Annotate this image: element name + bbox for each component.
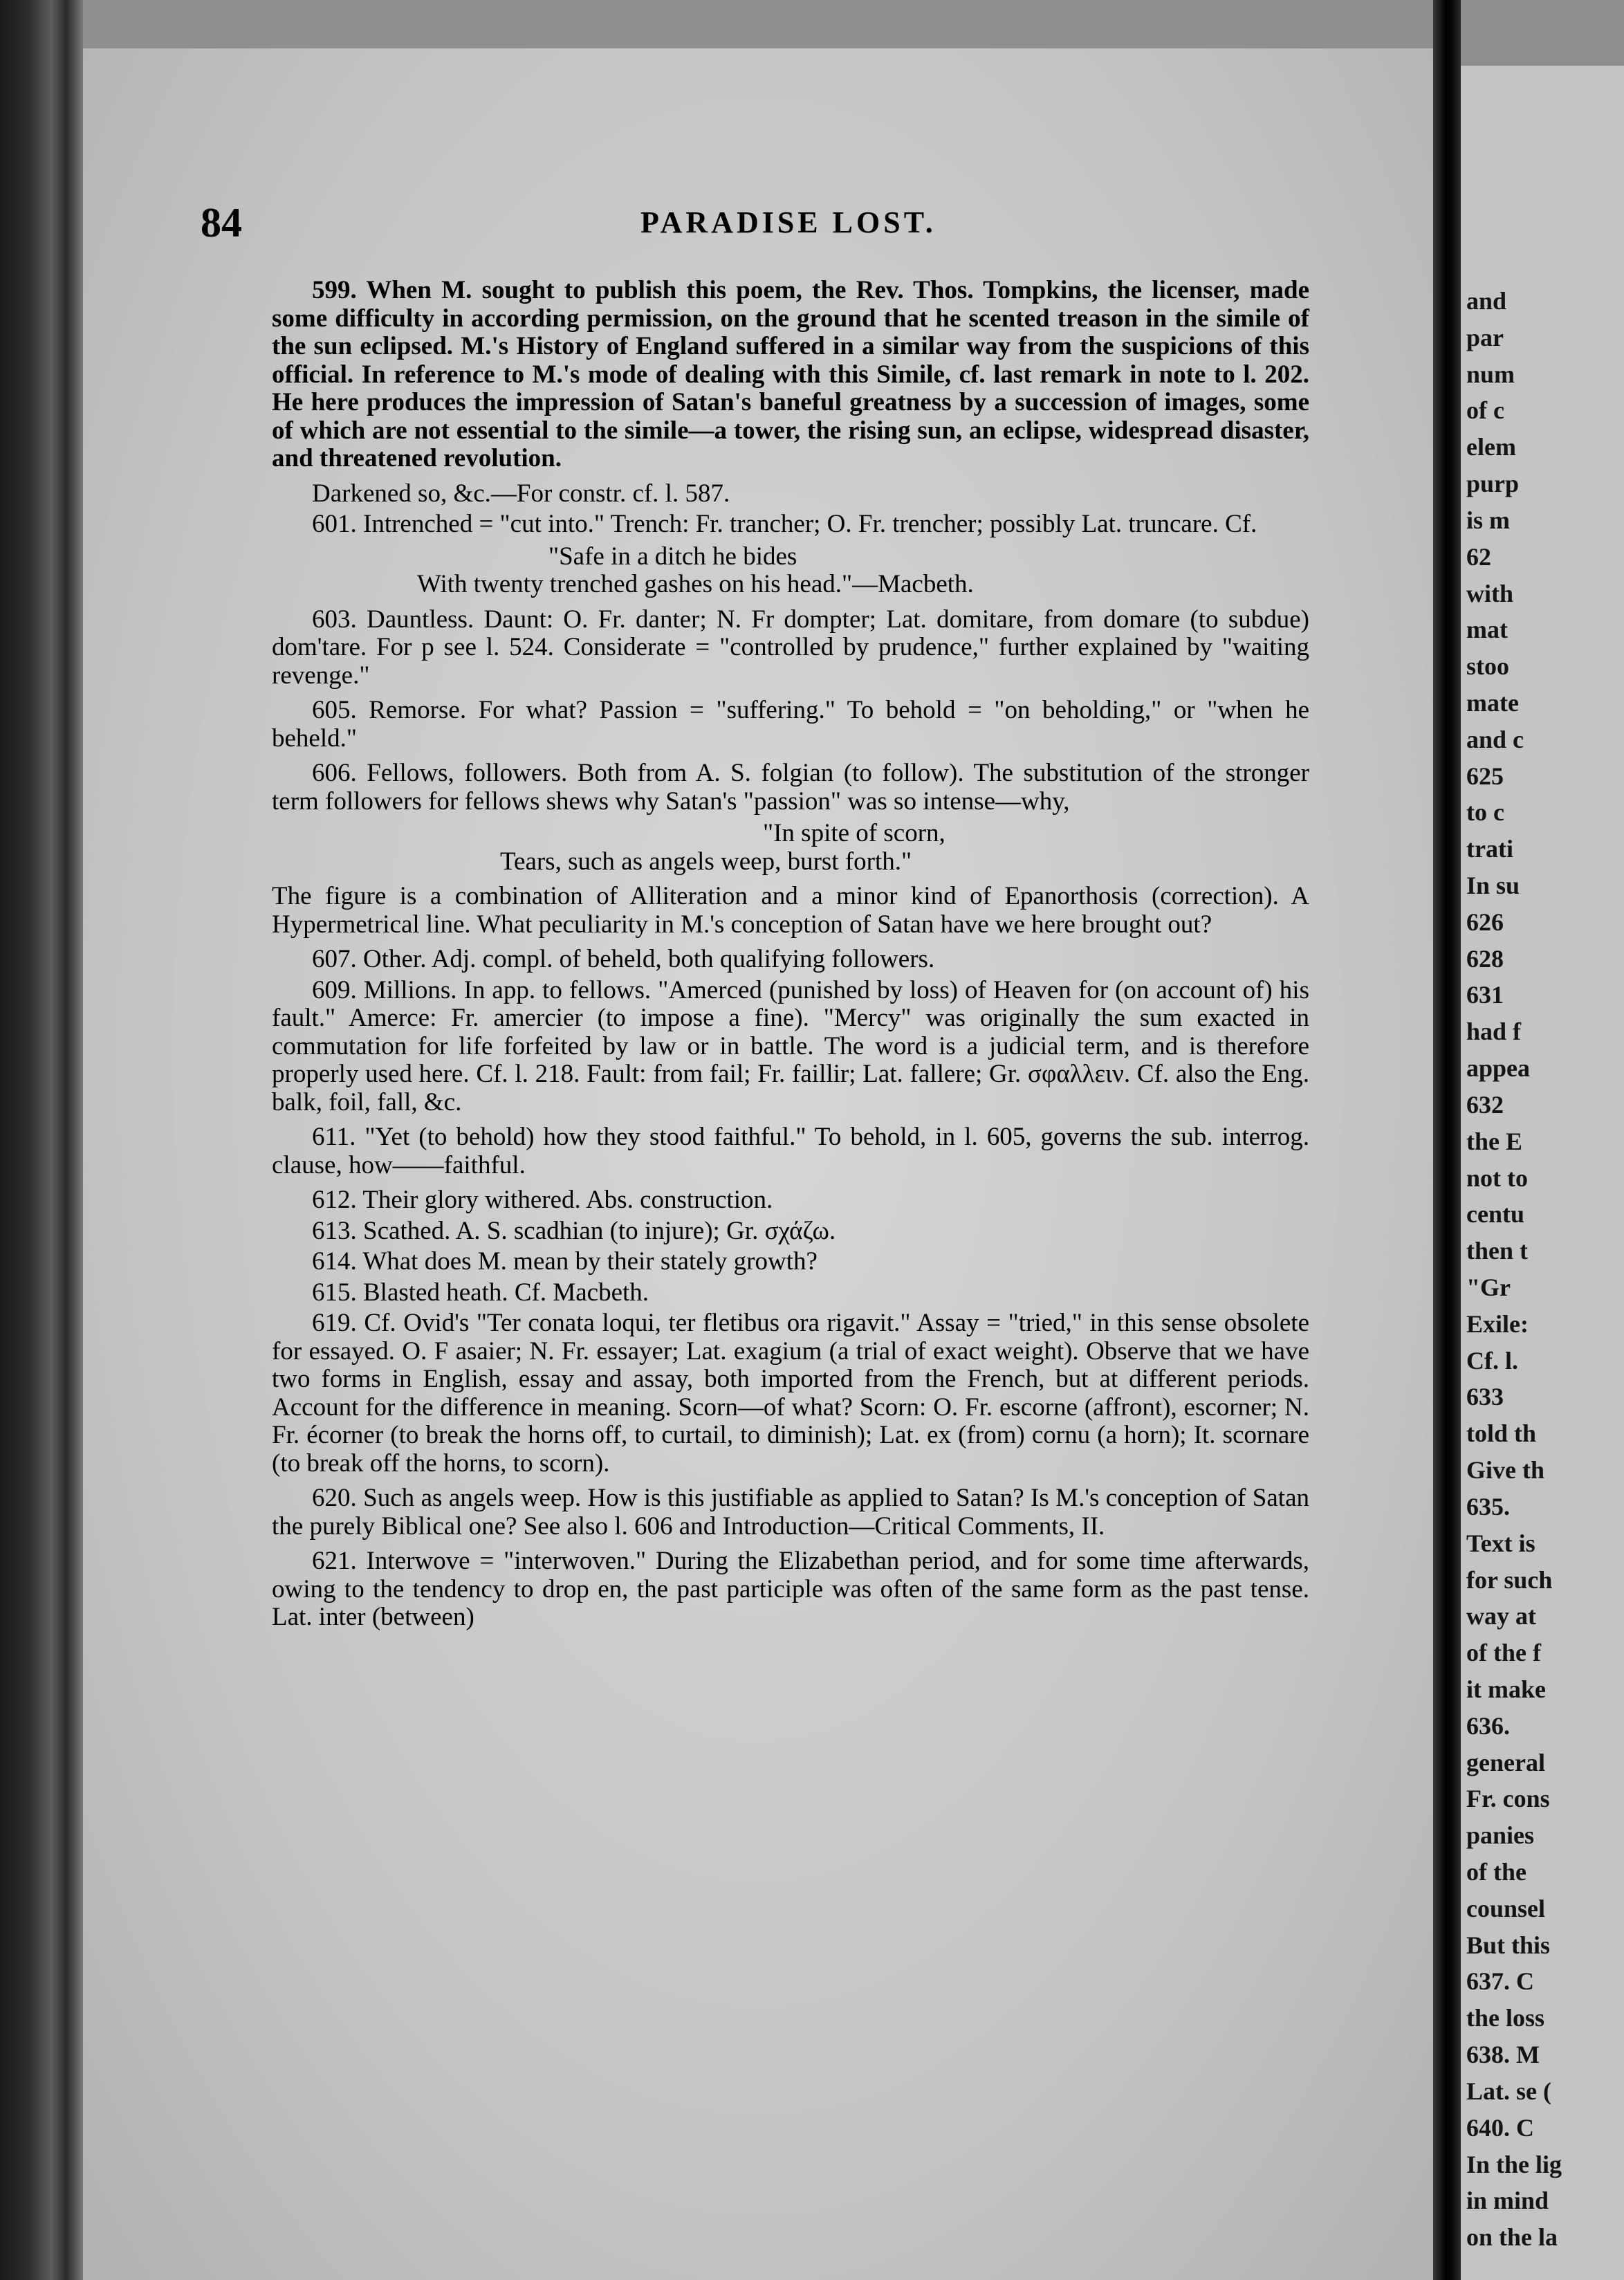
quote-line-3: "In spite of scorn, [763, 819, 945, 847]
right-page-fragment: panies [1466, 1821, 1535, 1849]
right-page-fragment: par [1466, 324, 1504, 351]
right-page-fragment: 628 [1466, 945, 1504, 973]
right-page-fragment: But this [1466, 1931, 1551, 1959]
quotation-macbeth [272, 543, 1309, 599]
note-606: 606. Fellows, followers. Both from A. S. folgian (to follow). The substitution of the stronger term followers for fellows shews why Satan's "passion" was so intense—why, [272, 759, 1309, 816]
right-page-fragment: on the la [1466, 2223, 1558, 2251]
note-612: 612. Their glory withered. Abs. construction. [312, 1186, 773, 1214]
right-page-fragment: num [1466, 360, 1515, 388]
note-619: 619. Cf. Ovid's "Ter conata loqui, ter fletibus ora rigavit." Assay = "tried," in this sense obsolete for essayed. O. F asaier; N. Fr. essayer; Lat. exagium (a trial of exact weight). Observe that we have two forms in English, essay and assay, both imported from the French, but at different periods. Account for the difference in meaning. Scorn—of what? Scorn: O. Fr. escorne (affront), escorner; N. Fr. écorner (to break the horns off, to curtail, to diminish); Lat. ex (from) cornu (a horn); It. scornare (to break off the horns, to scorn). [272, 1309, 1309, 1478]
right-page-fragment: trati [1466, 835, 1513, 863]
note-621: 621. Interwove = "interwoven." During the Elizabethan period, and for some time afterwards, owing to the tendency to drop en, the past participle was often of the same form as the past tense. Lat. inter (between) [272, 1547, 1309, 1631]
right-page-fragment: 62 [1466, 543, 1491, 571]
note-603: 603. Dauntless. Daunt: O. Fr. danter; N. Fr dompter; Lat. domitare, from domare (to subdue) dom'tare. For p see l. 524. Considerate = "controlled by prudence," further explained by "waiting revenge." [272, 605, 1309, 690]
right-page-fragment: the E [1466, 1128, 1522, 1155]
right-page-fragment: 633 [1466, 1383, 1504, 1410]
note-601: 601. Intrenched = "cut into." Trench: Fr. trancher; O. Fr. trencher; possibly Lat. truncare. Cf. [312, 510, 1257, 538]
right-page-fragment: to c [1466, 798, 1504, 826]
right-page-fragment: 626 [1466, 908, 1504, 936]
note-614: 614. What does M. mean by their stately growth? [312, 1247, 818, 1276]
right-page-fragment: told th [1466, 1419, 1537, 1447]
right-page-fragment: In su [1466, 872, 1520, 899]
right-page-fragment: 640. C [1466, 2114, 1534, 2142]
right-page-fragment: of the [1466, 1858, 1526, 1886]
right-page-fragment: for such [1466, 1566, 1553, 1594]
right-page-fragment: not to [1466, 1164, 1528, 1192]
quote-line-2: With twenty trenched gashes on his head."—Macbeth. [417, 570, 974, 598]
right-page-fragment: "Gr [1466, 1274, 1511, 1301]
right-page-fragment: 631 [1466, 981, 1504, 1009]
running-title: PARADISE LOST. [640, 205, 936, 239]
right-page-fragment: 638. M [1466, 2041, 1540, 2068]
right-page-fragment: then t [1466, 1237, 1528, 1265]
right-page-fragment: Exile: [1466, 1310, 1529, 1338]
quote-line-4: Tears, such as angels weep, burst forth." [500, 847, 912, 876]
note-611: 611. "Yet (to behold) how they stood faithful." To behold, in l. 605, governs the sub. interrog. clause, how——faithful. [272, 1123, 1309, 1179]
right-page-fragment: 632 [1466, 1091, 1504, 1119]
note-figure: The figure is a combination of Alliteration and a minor kind of Epanorthosis (correction). A Hypermetrical line. What peculiarity in M.'s conception of Satan have we here brought out? [272, 882, 1309, 939]
book-gutter [1433, 0, 1461, 2280]
right-page-fragment: Cf. l. [1466, 1347, 1518, 1375]
right-page-fragment: In the lig [1466, 2151, 1562, 2178]
note-599: 599. When M. sought to publish this poem, the Rev. Thos. Tompkins, the licenser, made some difficulty in according permission, on the ground that he scented treason in the simile of the sun eclipsed. M.'s History of England suffered in a similar way from the suspicions of this official. In reference to M.'s mode of dealing with this Simile, cf. last remark in note to l. 202. He here produces the impression of Satan's baneful greatness by a succession of images, some of which are not essential to the simile—a tower, the rising sun, an eclipse, widespread disaster, and threatened revolution. [272, 276, 1309, 472]
right-page-fragment: in mind [1466, 2187, 1549, 2214]
quotation-tears [272, 820, 1309, 876]
note-darkened-so: Darkened so, &c.—For constr. cf. l. 587. [312, 479, 730, 508]
right-page-fragment: 635. [1466, 1493, 1510, 1520]
right-page-fragment: 636. [1466, 1712, 1510, 1740]
right-page-fragment: had f [1466, 1018, 1522, 1045]
right-page-fragment: of the f [1466, 1639, 1541, 1666]
right-page-fragment: it make [1466, 1675, 1546, 1703]
right-page-fragment: Lat. se ( [1466, 2077, 1551, 2105]
right-page-fragment: appea [1466, 1054, 1531, 1082]
note-607: 607. Other. Adj. compl. of beheld, both qualifying followers. [312, 945, 935, 973]
right-page-fragment: purp [1466, 470, 1520, 497]
right-page-fragment: of c [1466, 396, 1504, 424]
right-page-fragment: mate [1466, 689, 1519, 717]
right-page-fragment: with [1466, 580, 1514, 607]
book-binding-edge [0, 0, 83, 2280]
right-page-fragment: general [1466, 1749, 1545, 1776]
right-page-fragment: elem [1466, 433, 1516, 461]
annotation-notes [272, 277, 1309, 1639]
right-page-fragment: and [1466, 287, 1507, 315]
right-page-fragment: 625 [1466, 762, 1504, 790]
right-page-fragment: the loss [1466, 2004, 1545, 2032]
right-page-fragment: counsel [1466, 1895, 1546, 1922]
quote-line-1: "Safe in a ditch he bides [548, 542, 797, 571]
note-620: 620. Such as angels weep. How is this justifiable as applied to Satan? Is M.'s conception of Satan the purely Biblical one? See also l. 606 and Introduction—Critical Comments, II. [272, 1484, 1309, 1541]
right-page-fragment: mat [1466, 616, 1508, 643]
page-number: 84 [201, 200, 242, 246]
right-page-fragment: and c [1466, 726, 1524, 753]
note-605: 605. Remorse. For what? Passion = "suffering." To behold = "on beholding," or "when he beheld." [272, 696, 1309, 753]
right-page-fragment: Text is [1466, 1529, 1535, 1557]
right-page-fragment: Fr. cons [1466, 1785, 1550, 1812]
note-615: 615. Blasted heath. Cf. Macbeth. [312, 1278, 649, 1307]
right-page-fragment: way at [1466, 1602, 1536, 1630]
right-page-fragment: Give th [1466, 1456, 1544, 1484]
book-page-right-cropped [1461, 66, 1624, 2280]
right-page-fragment: stoo [1466, 652, 1509, 680]
right-page-fragment: 637. C [1466, 1967, 1534, 1995]
right-page-fragment: centu [1466, 1200, 1524, 1228]
note-613: 613. Scathed. A. S. scadhian (to injure); Gr. σχάζω. [312, 1216, 836, 1245]
page-header [201, 199, 1307, 248]
right-page-fragment: is m [1466, 506, 1510, 534]
note-609: 609. Millions. In app. to fellows. "Amerced (punished by loss) of Heaven for (on account of) his fault." Amerce: Fr. amercier (to impose a fine). "Mercy" was originally the sum exacted in commutation for life forfeited by law or in battle. The word is a judicial term, and is therefore properly used here. Cf. l. 218. Fault: from fail; Fr. faillir; Lat. fallere; Gr. σφαλλειν. Cf. also the Eng. balk, foil, fall, &c. [272, 975, 1309, 1116]
